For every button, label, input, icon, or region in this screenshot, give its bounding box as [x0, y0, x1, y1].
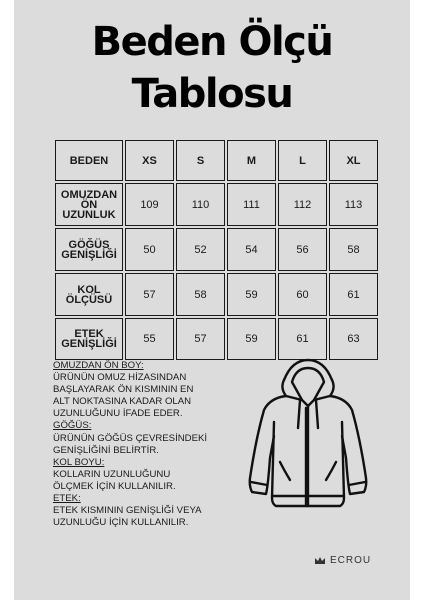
desc-line: GENİŞLİĞİNİ BELİRTİR. — [53, 444, 159, 456]
table-cell: 112 — [278, 183, 327, 226]
table-cell: 57 — [176, 318, 225, 360]
table-cell: 109 — [125, 183, 174, 226]
size-header: XS — [125, 140, 174, 181]
desc-line: BAŞLAYARAK ÖN KISMININ EN — [53, 384, 194, 396]
desc-heading: GÖĞÜS: — [53, 420, 92, 432]
desc-line: ETEK KISMININ GENİŞLİĞİ VEYA — [53, 505, 202, 517]
desc-heading: KOL BOYU: — [53, 456, 105, 468]
desc-heading: OMUZDAN ÖN BOY: — [53, 360, 144, 371]
table-row — [55, 228, 378, 271]
row-label: OMUZDAN ÖN UZUNLUK — [55, 183, 123, 226]
table-row — [55, 183, 378, 226]
table-cell: 59 — [227, 273, 276, 316]
desc-line: KOLLARIN UZUNLUĞUNU — [53, 468, 171, 480]
size-chart-page — [14, 0, 410, 600]
table-cell: 52 — [176, 228, 225, 271]
table-cell: 59 — [227, 318, 276, 360]
table-cell: 57 — [125, 273, 174, 316]
row-label: GÖĞÜS GENİŞLİĞİ — [55, 228, 123, 271]
table-cell: 50 — [125, 228, 174, 271]
table-cell: 56 — [278, 228, 327, 271]
table-cell: 58 — [176, 273, 225, 316]
size-header: L — [278, 140, 327, 181]
brand-name: ECROU — [330, 555, 372, 566]
brand-logo — [314, 555, 371, 566]
size-header: XL — [329, 140, 378, 181]
desc-line: ÜRÜNÜN OMUZ HİZASINDAN — [53, 372, 187, 384]
desc-line: ÜRÜNÜN GÖĞÜS ÇEVRESİNDEKİ — [53, 432, 208, 444]
desc-heading: ETEK: — [53, 493, 81, 505]
desc-line: ÖLÇMEK İÇİN KULLANILIR. — [53, 480, 176, 492]
table-cell: 63 — [329, 318, 378, 360]
crown-icon — [314, 556, 326, 566]
desc-line: UZUNLUĞUNU İFADE EDER. — [53, 408, 183, 420]
table-cell: 60 — [278, 273, 327, 316]
page-title-line2: Tablosu — [131, 71, 293, 117]
size-header: S — [176, 140, 225, 181]
table-cell: 110 — [176, 183, 225, 226]
hoodie-illustration-icon — [240, 358, 376, 516]
row-label: KOL ÖLÇÜSÜ — [55, 273, 123, 316]
desc-line: ALT NOKTASINA KADAR OLAN — [53, 396, 192, 408]
table-cell: 55 — [125, 318, 174, 360]
table-header-row — [55, 140, 378, 181]
table-header-label: BEDEN — [55, 140, 123, 181]
table-cell: 113 — [329, 183, 378, 226]
desc-line: UZUNLUĞU İÇİN KULLANILIR. — [53, 517, 189, 529]
table-cell: 61 — [329, 273, 378, 316]
table-cell: 54 — [227, 228, 276, 271]
table-row — [55, 318, 378, 360]
table-cell: 61 — [278, 318, 327, 360]
size-table — [53, 138, 380, 362]
size-header: M — [227, 140, 276, 181]
row-label: ETEK GENİŞLİĞİ — [55, 318, 123, 360]
table-cell: 58 — [329, 228, 378, 271]
table-cell: 111 — [227, 183, 276, 226]
table-row — [55, 273, 378, 316]
page-title: Beden Ölçü — [91, 19, 333, 65]
measurement-descriptions — [53, 360, 253, 529]
